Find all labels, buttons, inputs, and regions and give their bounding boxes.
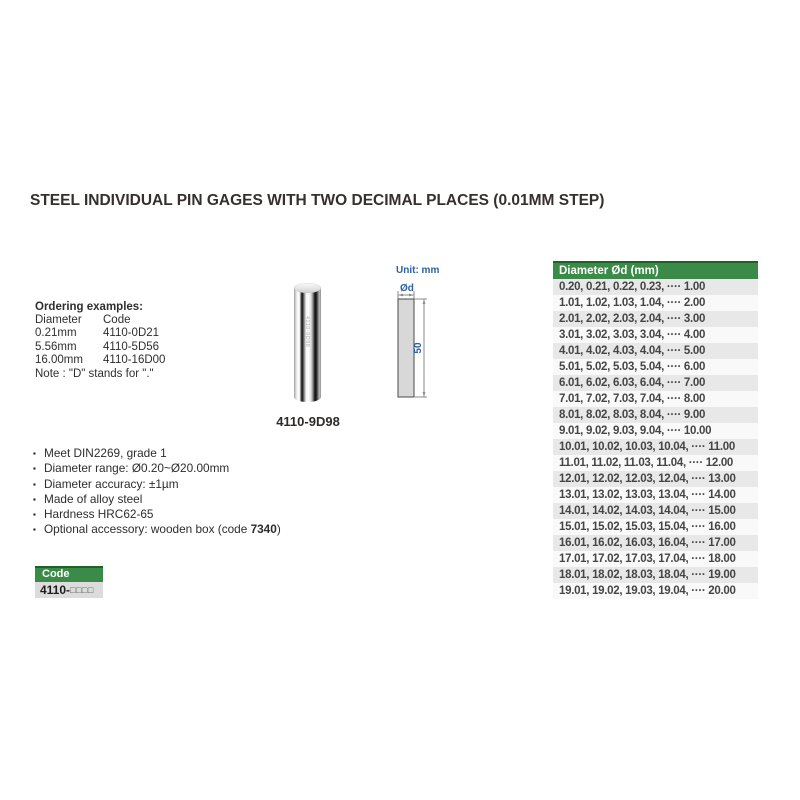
spec-table-row: 15.01, 15.02, 15.03, 15.04, ···· 16.00	[553, 519, 758, 535]
bullet-square-icon: ▪	[33, 464, 36, 474]
pin-engraving: 4110-9D98	[304, 316, 310, 348]
spec-table-row: 5.01, 5.02, 5.03, 5.04, ···· 6.00	[553, 359, 758, 375]
spec-table-rows	[553, 279, 758, 599]
dim-v-arrow-bottom	[423, 392, 426, 397]
spec-table-row: 12.01, 12.02, 12.03, 12.04, ···· 13.00	[553, 471, 758, 487]
bullet-square-icon: ▪	[33, 494, 36, 504]
ordering-code: 4110-0D21	[103, 327, 160, 340]
ordering-note: Note : "D" stands for "."	[35, 367, 154, 380]
pin-gage-image	[294, 283, 321, 403]
bullet-square-icon: ▪	[33, 449, 36, 458]
feature-text: Diameter range: Ø0.20~Ø20.00mm	[44, 461, 230, 476]
feature-item	[33, 461, 363, 476]
bullet-square-icon: ▪	[33, 510, 36, 520]
code-prefix: 4110-	[40, 583, 71, 597]
feature-text: Diameter accuracy: ±1µm	[44, 476, 179, 491]
ordering-diameter: 0.21mm	[35, 327, 77, 340]
feature-item	[33, 492, 363, 507]
dim-h-arrow-right	[409, 294, 414, 297]
feature-item	[33, 507, 363, 522]
spec-table-row: 3.01, 3.02, 3.03, 3.04, ···· 4.00	[553, 327, 758, 343]
spec-table-row: 17.01, 17.02, 17.03, 17.04, ···· 18.00	[553, 551, 758, 567]
spec-table-row: 10.01, 10.02, 10.03, 10.04, ···· 11.00	[553, 439, 758, 455]
feature-list	[33, 446, 363, 538]
diameter-dim-label: Ød	[400, 283, 414, 294]
feature-text: Hardness HRC62-65	[44, 507, 154, 522]
spec-table-row: 0.20, 0.21, 0.22, 0.23, ···· 1.00	[553, 279, 758, 295]
spec-table-row: 16.01, 16.02, 16.03, 16.04, ···· 17.00	[553, 535, 758, 551]
ordering-diameter: 16.00mm	[35, 354, 83, 367]
spec-table-row: 13.01, 13.02, 13.03, 13.04, ···· 14.00	[553, 487, 758, 503]
spec-table-header: Diameter Ød (mm)	[553, 261, 758, 279]
ordering-col2-header: Code	[103, 314, 131, 326]
spec-table-row: 18.01, 18.02, 18.03, 18.04, ···· 19.00	[553, 567, 758, 583]
spec-table-row: 11.01, 11.02, 11.03, 11.04, ···· 12.00	[553, 455, 758, 471]
ordering-rows	[35, 327, 265, 367]
ordering-code: 4110-5D56	[103, 340, 160, 353]
pin-code-label: 4110-9D98	[276, 414, 340, 429]
dimension-diagram	[393, 262, 463, 407]
code-box	[35, 566, 103, 598]
dim-h-arrow-left	[398, 294, 403, 297]
code-box-header: Code	[35, 566, 103, 582]
feature-text: Meet DIN2269, grade 1	[44, 446, 167, 460]
ordering-header-row	[35, 314, 265, 327]
unit-label: Unit: mm	[396, 265, 440, 276]
pin-top-cap	[294, 283, 321, 293]
ordering-heading: Ordering examples:	[35, 301, 144, 313]
ordering-code: 4110-16D00	[103, 354, 166, 367]
spec-table-row: 19.01, 19.02, 19.03, 19.04, ···· 20.00	[553, 583, 758, 599]
spec-table-row: 8.01, 8.02, 8.03, 8.04, ···· 9.00	[553, 407, 758, 423]
ordering-examples	[35, 301, 265, 381]
spec-table-row: 6.01, 6.02, 6.03, 6.04, ···· 7.00	[553, 375, 758, 391]
code-box-value	[35, 582, 103, 598]
spec-table-row: 2.01, 2.02, 2.03, 2.04, ···· 3.00	[553, 311, 758, 327]
spec-table-row: 1.01, 1.02, 1.03, 1.04, ···· 2.00	[553, 295, 758, 311]
spec-table-row: 7.01, 7.02, 7.03, 7.04, ···· 8.00	[553, 391, 758, 407]
feature-text: Made of alloy steel	[44, 491, 143, 506]
ordering-diameter: 5.56mm	[35, 340, 77, 353]
spec-table-row: 4.01, 4.02, 4.03, 4.04, ···· 5.00	[553, 343, 758, 359]
feature-item	[33, 522, 363, 537]
ordering-row	[35, 341, 265, 354]
dim-v-arrow-top	[423, 299, 426, 304]
pin-body	[294, 288, 321, 402]
pin-outline-rect	[398, 299, 414, 397]
spec-table-row: 9.01, 9.02, 9.03, 9.04, ···· 10.00	[553, 423, 758, 439]
length-dim-label: 50	[413, 342, 424, 354]
ordering-row	[35, 354, 265, 367]
feature-text: Optional accessory: wooden box (code 7340)	[44, 522, 281, 537]
code-placeholder-squares: □□□□	[70, 585, 94, 595]
bullet-square-icon: ▪	[33, 479, 36, 489]
ordering-col1-header: Diameter	[35, 314, 82, 326]
feature-item	[33, 446, 363, 461]
bullet-square-icon: ▪	[33, 525, 36, 535]
ordering-row	[35, 327, 265, 340]
page-title: STEEL INDIVIDUAL PIN GAGES WITH TWO DECIMAL PLACES (0.01MM STEP)	[30, 192, 605, 209]
spec-table-row: 14.01, 14.02, 14.03, 14.04, ···· 15.00	[553, 503, 758, 519]
feature-item	[33, 477, 363, 492]
diameter-spec-table	[553, 261, 758, 599]
